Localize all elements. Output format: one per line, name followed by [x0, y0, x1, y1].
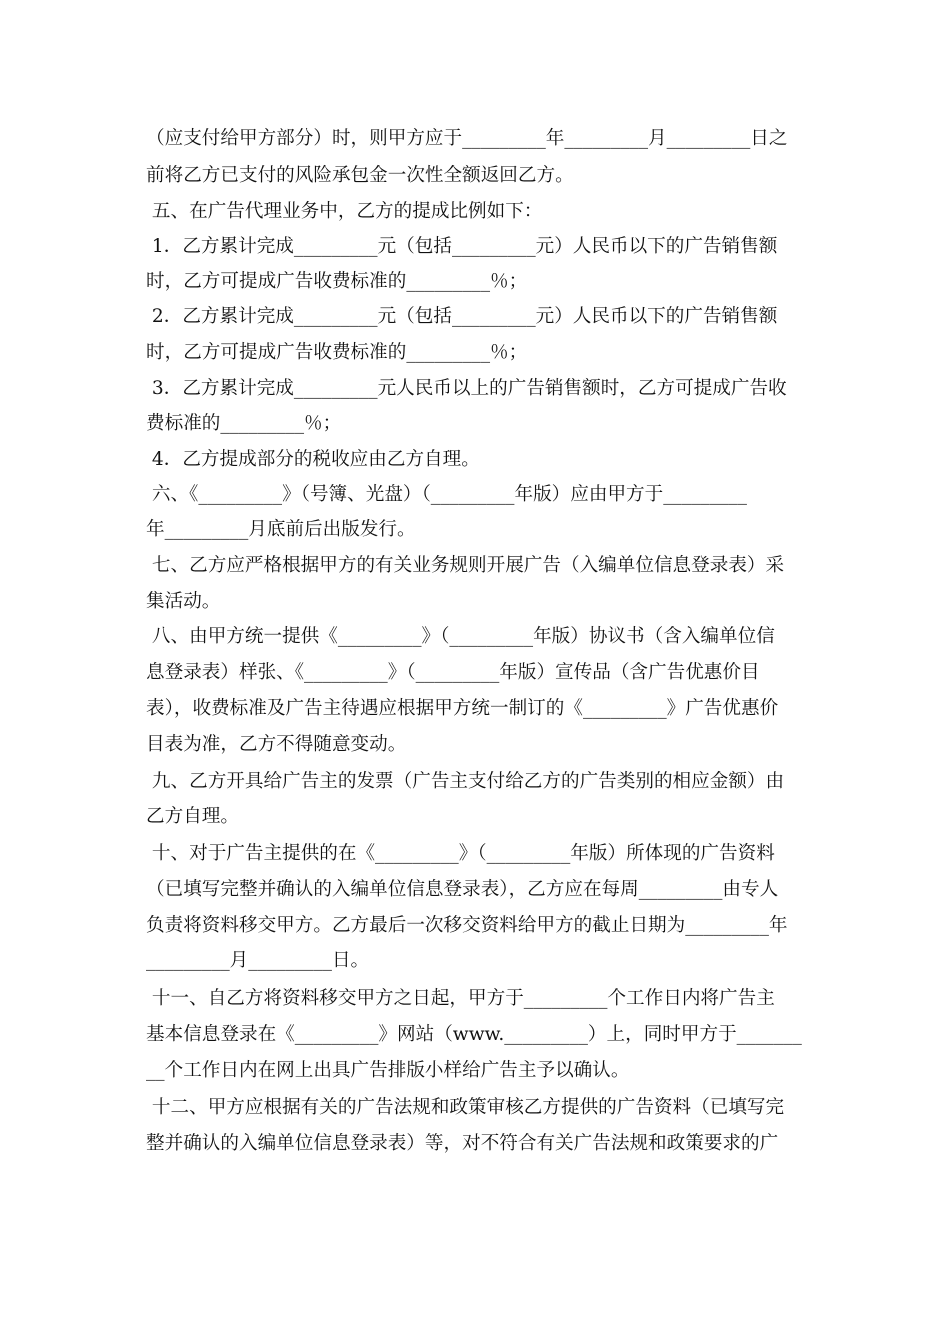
text-line: 五、在广告代理业务中，乙方的提成比例如下： [146, 201, 543, 222]
text-line: 负责将资料移交甲方。乙方最后一次移交资料给甲方的截止日期为_________年 [146, 915, 788, 936]
text-line: 前将乙方已支付的风险承包金一次性全额返回乙方。 [146, 165, 574, 186]
text-line: 4．乙方提成部分的税收应由乙方自理。 [146, 449, 480, 470]
text-line: 十、对于广告主提供的在《_________》（_________年版）所体现的广告资料 [146, 843, 775, 864]
text-line: __个工作日内在网上出具广告排版小样给广告主予以确认。 [146, 1060, 630, 1081]
text-line: 七、乙方应严格根据甲方的有关业务规则开展广告（入编单位信息登录表）采 [146, 555, 785, 576]
text-line: 费标准的_________％； [146, 413, 342, 434]
text-line: _________月_________日。 [146, 950, 370, 971]
text-line: 十二、甲方应根据有关的广告法规和政策审核乙方提供的广告资料（已填写完 [146, 1097, 785, 1118]
text-line: 八、由甲方统一提供《_________》（_________年版）协议书（含入编单位信 [146, 626, 775, 647]
text-line: 乙方自理。 [146, 806, 239, 827]
text-line: 3．乙方累计完成_________元人民币以上的广告销售额时，乙方可提成广告收 [146, 378, 787, 399]
text-line: 六、《_________》（号簿、光盘）（_________年版）应由甲方于_________ [146, 484, 747, 505]
text-line: 年_________月底前后出版发行。 [146, 519, 416, 540]
text-line: （应支付给甲方部分）时，则甲方应于_________年_________月_________日之 [146, 128, 788, 149]
text-line: 2．乙方累计完成_________元（包括_________元）人民币以下的广告销售额 [146, 306, 778, 327]
text-line: 基本信息登录在《_________》网站（www._________）上，同时甲方于_______ [146, 1024, 802, 1045]
text-line: 息登录表）样张、《_________》（_________年版）宣传品（含广告优惠价目 [146, 662, 760, 683]
text-line: 时，乙方可提成广告收费标准的_________％； [146, 271, 528, 292]
text-line: 集活动。 [146, 591, 221, 612]
text-line: 表），收费标准及广告主待遇应根据甲方统一制订的《_________》广告优惠价 [146, 698, 779, 719]
text-line: （已填写完整并确认的入编单位信息登录表），乙方应在每周_________由专人 [146, 879, 779, 900]
text-line: 十一、自乙方将资料移交甲方之日起，甲方于_________个工作日内将广告主 [146, 988, 775, 1009]
text-line: 九、乙方开具给广告主的发票（广告主支付给乙方的广告类别的相应金额）由 [146, 771, 785, 792]
text-line: 1．乙方累计完成_________元（包括_________元）人民币以下的广告销售额 [146, 236, 778, 257]
text-line: 整并确认的入编单位信息登录表）等，对不符合有关广告法规和政策要求的广 [146, 1133, 779, 1154]
text-line: 目表为准，乙方不得随意变动。 [146, 734, 407, 755]
text-line: 时，乙方可提成广告收费标准的_________％； [146, 342, 528, 363]
